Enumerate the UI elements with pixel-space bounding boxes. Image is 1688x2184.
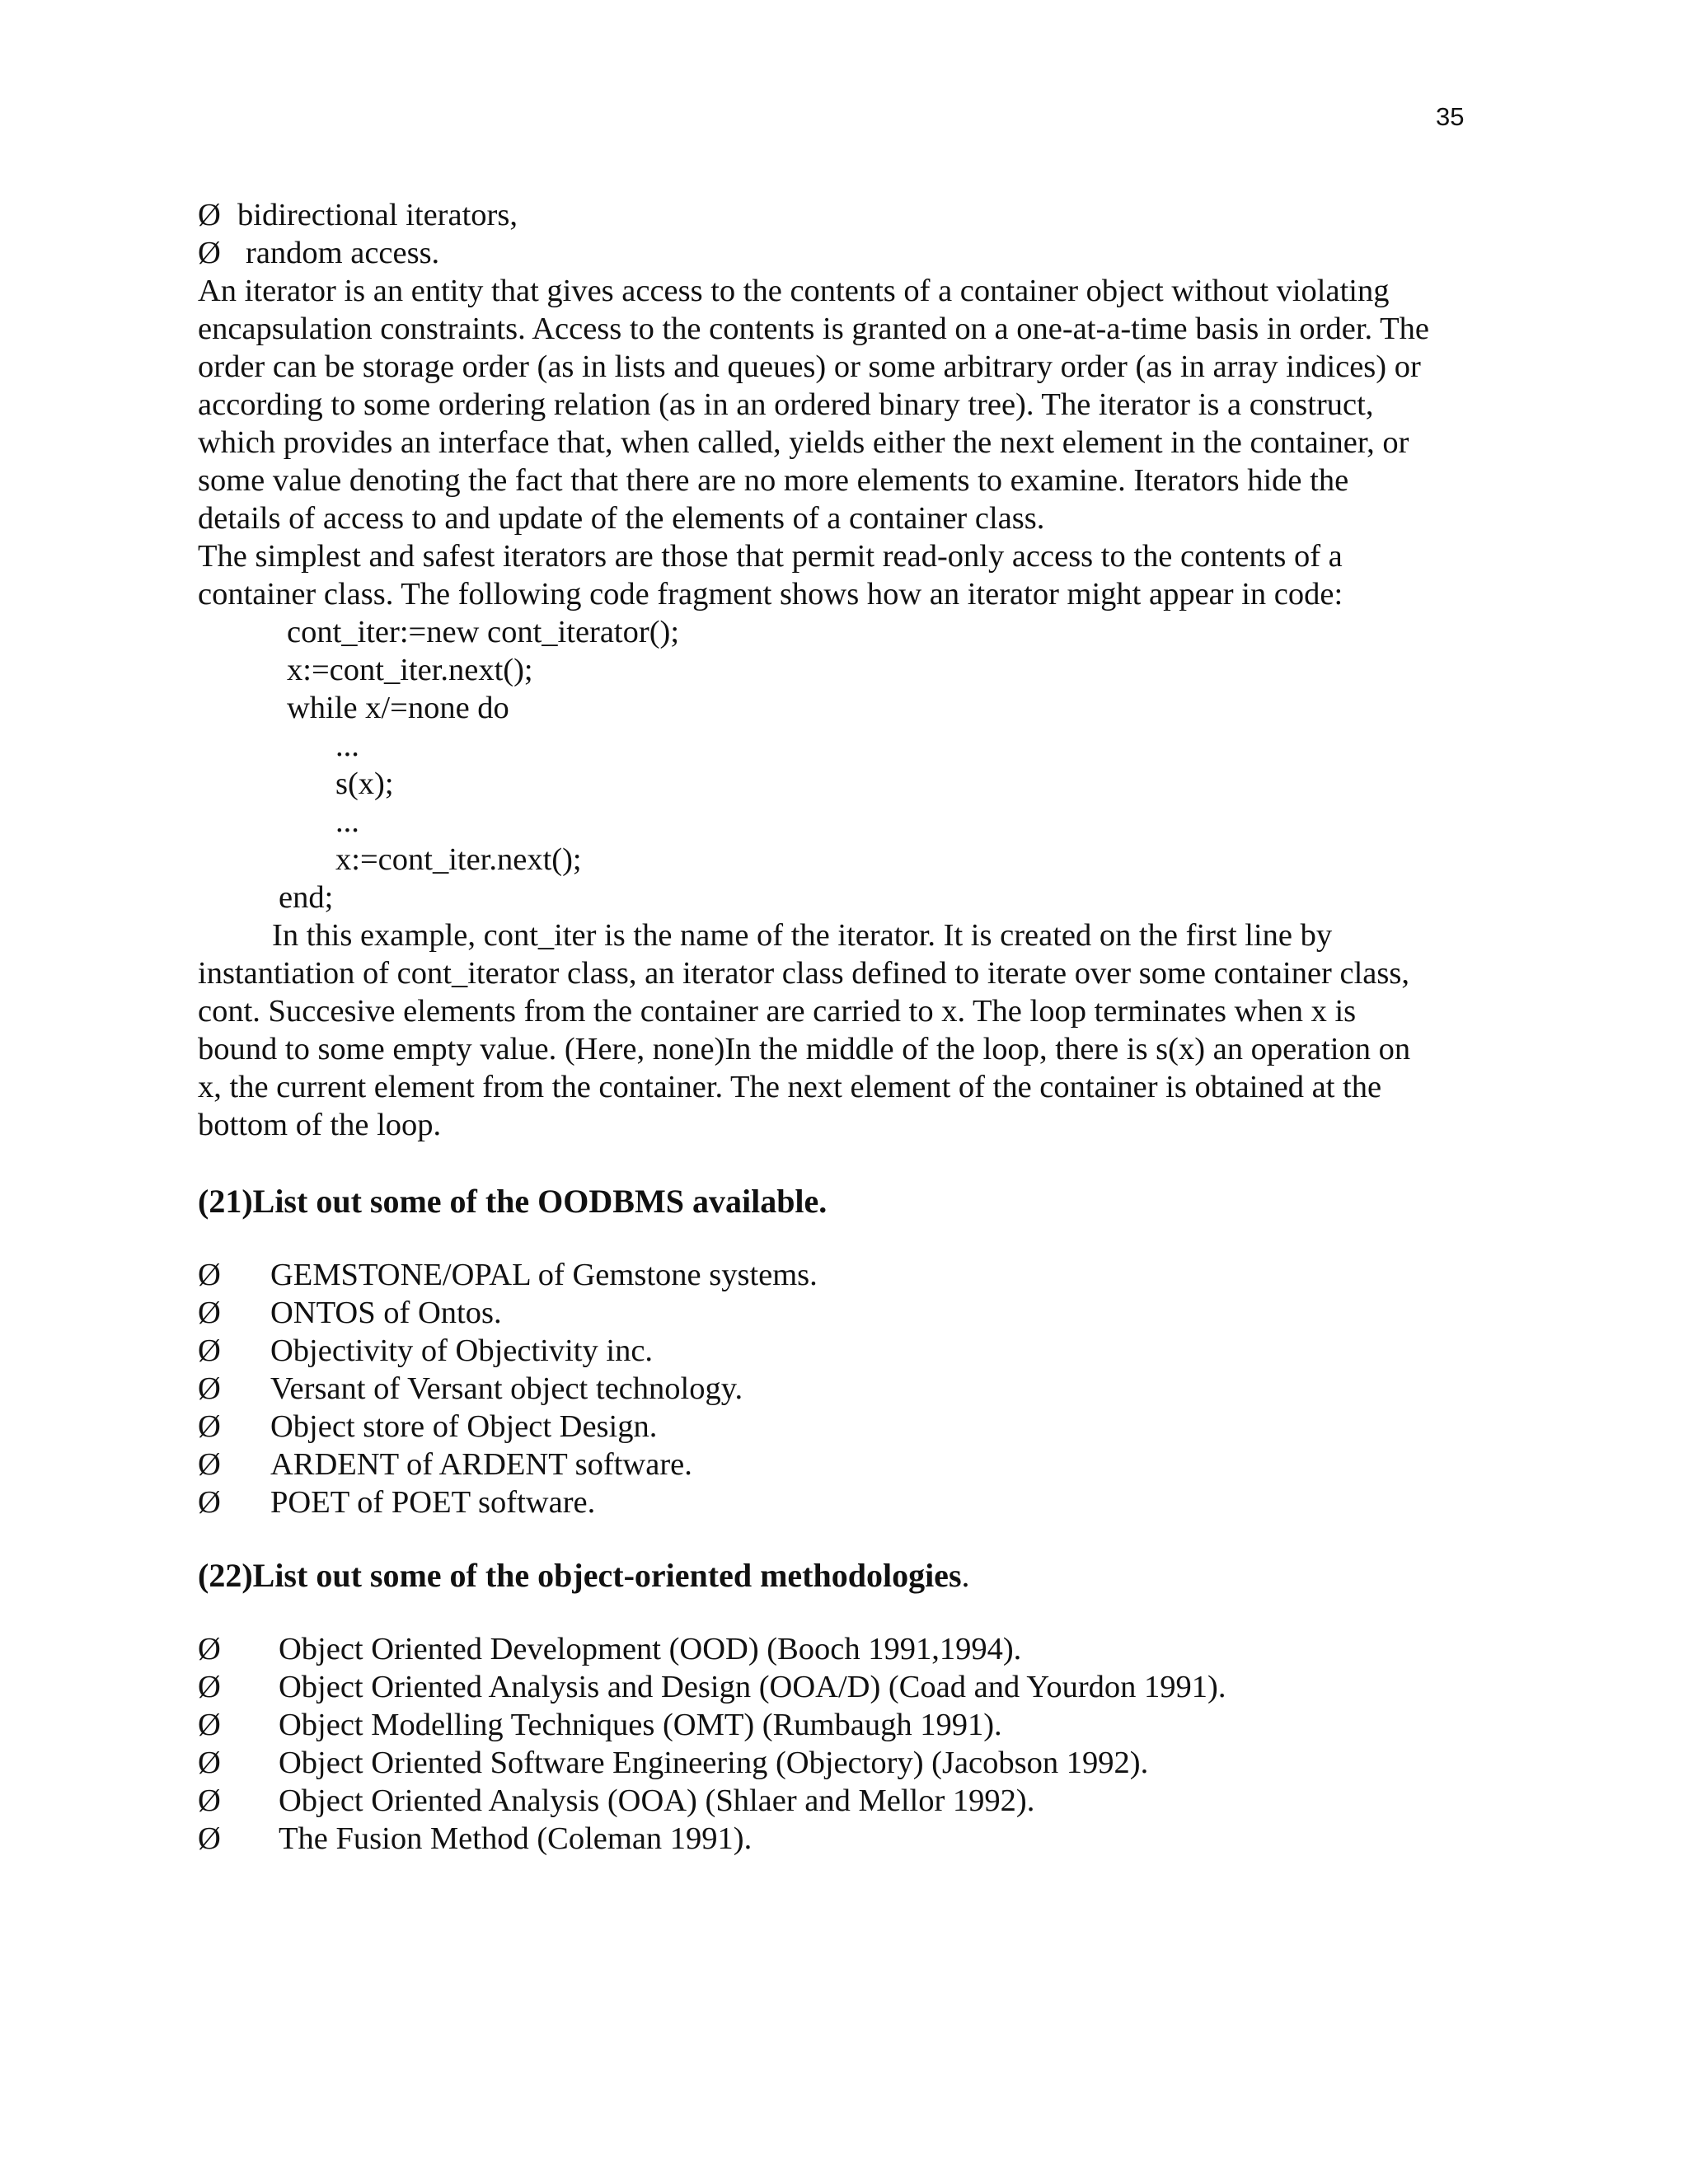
list-item-text: random access. (246, 236, 440, 270)
text-line: according to some ordering relation (as in an ordered binary tree). The iterator is a construct, (198, 387, 1374, 422)
list-item-text: The Fusion Method (Coleman 1991). (279, 1821, 753, 1856)
list-item-text: Object Oriented Software Engineering (Objectory) (Jacobson 1992). (279, 1746, 1149, 1780)
list-item (198, 234, 1517, 272)
bullet-icon: Ø (198, 1670, 221, 1704)
text-line: cont. Succesive elements from the container are carried to x. The loop terminates when x is (198, 994, 1357, 1029)
list-item (198, 1256, 1517, 1294)
bullet-icon: Ø (198, 1409, 221, 1444)
list-item (198, 196, 1517, 234)
page-number: 35 (1436, 102, 1465, 131)
bullet-icon: Ø (198, 1632, 221, 1666)
list-item-text: GEMSTONE/OPAL of Gemstone systems. (270, 1258, 818, 1292)
list-item (198, 1782, 1517, 1820)
list-item-text: Object Modelling Techniques (OMT) (Rumbaugh 1991). (279, 1708, 1002, 1742)
bullet-icon: Ø (198, 236, 221, 270)
paragraph-simplest-iterators (198, 537, 1517, 613)
section-heading-oodbms: (21)List out some of the OODBMS available. (198, 1183, 828, 1220)
code-line: cont_iter:=new cont_iterator(); (287, 615, 680, 649)
list-item-text: POET of POET software. (270, 1485, 596, 1520)
oodbms-list (198, 1256, 1517, 1521)
code-line: ... (335, 804, 359, 839)
list-item-text: ONTOS of Ontos. (270, 1296, 502, 1330)
bullet-icon: Ø (198, 1821, 221, 1856)
list-item (198, 1630, 1517, 1668)
text-line: details of access to and update of the elements of a container class. (198, 501, 1045, 536)
bullet-icon: Ø (198, 1258, 221, 1292)
text-line: container class. The following code fragment shows how an iterator might appear in code: (198, 577, 1343, 612)
text-line: which provides an interface that, when called, yields either the next element in the container, or (198, 425, 1409, 460)
bullet-icon: Ø (198, 1447, 221, 1482)
code-line: ... (335, 729, 359, 763)
list-item-text: bidirectional iterators, (237, 198, 518, 232)
list-item (198, 1294, 1517, 1332)
bullet-icon: Ø (198, 1746, 221, 1780)
text-line: The simplest and safest iterators are those that permit read-only access to the contents of a (198, 539, 1343, 574)
code-fragment (198, 613, 1517, 916)
code-line: x:=cont_iter.next(); (287, 653, 533, 687)
code-line: x:=cont_iter.next(); (335, 842, 582, 877)
text-line: bound to some empty value. (Here, none)In the middle of the loop, there is s(x) an operation on (198, 1032, 1411, 1066)
code-line: end; (279, 880, 334, 915)
paragraph-example-explanation (198, 916, 1517, 1144)
code-line: s(x); (335, 766, 394, 801)
list-item-text: Object store of Object Design. (270, 1409, 658, 1444)
text-line: some value denoting the fact that there are no more elements to examine. Iterators hide the (198, 463, 1349, 498)
bullet-icon: Ø (198, 1783, 221, 1818)
bullet-icon: Ø (198, 1296, 221, 1330)
list-item (198, 1483, 1517, 1521)
bullet-icon: Ø (198, 1333, 221, 1368)
list-item (198, 1668, 1517, 1706)
list-item (198, 1332, 1517, 1370)
text-line: In this example, cont_iter is the name of the iterator. It is created on the first line by (272, 918, 1333, 953)
paragraph-iterator-definition (198, 272, 1517, 537)
list-item (198, 1706, 1517, 1744)
list-item (198, 1408, 1517, 1446)
text-line: order can be storage order (as in lists and queues) or some arbitrary order (as in array indices) or (198, 349, 1421, 384)
text-line: encapsulation constraints. Access to the contents is granted on a one-at-a-time basis in order. The (198, 312, 1429, 346)
bullet-icon: Ø (198, 1708, 221, 1742)
bullet-icon: Ø (198, 1371, 221, 1406)
text-line: bottom of the loop. (198, 1108, 442, 1142)
list-item-text: ARDENT of ARDENT software. (270, 1447, 692, 1482)
methodologies-list (198, 1630, 1517, 1858)
code-line: while x/=none do (287, 691, 509, 725)
list-item (198, 1446, 1517, 1483)
text-line: instantiation of cont_iterator class, an iterator class defined to iterate over some container class, (198, 956, 1409, 991)
heading-period: . (961, 1557, 970, 1594)
list-item (198, 1744, 1517, 1782)
text-line: An iterator is an entity that gives access to the contents of a container object without violating (198, 274, 1390, 308)
list-item-text: Object Oriented Analysis (OOA) (Shlaer and Mellor 1992). (279, 1783, 1035, 1818)
list-item-text: Object Oriented Analysis and Design (OOA/D) (Coad and Yourdon 1991). (279, 1670, 1226, 1704)
list-item (198, 1820, 1517, 1858)
text-line: x, the current element from the container. The next element of the container is obtained at the (198, 1070, 1382, 1104)
page-content (198, 196, 1517, 1858)
list-item-text: Versant of Versant object technology. (270, 1371, 743, 1406)
list-item (198, 1370, 1517, 1408)
bullet-icon: Ø (198, 198, 221, 232)
heading-text: (22)List out some of the object-oriented methodologies (198, 1557, 962, 1594)
section-heading-methodologies (198, 1556, 1517, 1596)
list-item-text: Objectivity of Objectivity inc. (270, 1333, 654, 1368)
bullet-icon: Ø (198, 1485, 221, 1520)
list-item-text: Object Oriented Development (OOD) (Booch 1991,1994). (279, 1632, 1022, 1666)
